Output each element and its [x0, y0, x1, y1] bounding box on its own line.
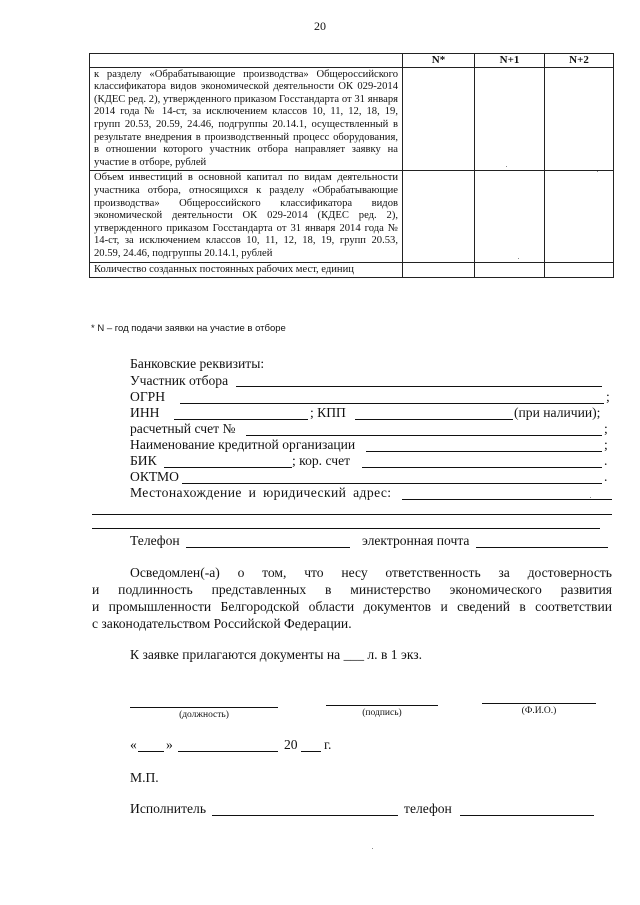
- bank-name-label: Наименование кредитной организации: [130, 437, 356, 452]
- table-row-label: Количество созданных постоянных рабочих мест, единиц: [90, 262, 403, 278]
- scan-speck: [506, 166, 507, 167]
- corr-field[interactable]: [362, 467, 602, 468]
- date-day-field[interactable]: [138, 751, 164, 752]
- table-cell: [545, 262, 614, 278]
- signature-caption: (подпись): [362, 708, 402, 718]
- inn-field[interactable]: [174, 419, 308, 420]
- phone-field[interactable]: [186, 547, 350, 548]
- executor-phone-field[interactable]: [460, 815, 594, 816]
- scan-speck: [597, 171, 598, 172]
- table-row: [90, 262, 614, 278]
- table-header-row: [90, 54, 614, 68]
- email-field[interactable]: [476, 547, 608, 548]
- table-cell: [545, 171, 614, 262]
- participant-label: Участник отбора: [130, 373, 229, 388]
- bik-field[interactable]: [164, 467, 292, 468]
- signature-line[interactable]: [326, 705, 438, 706]
- table-header-cell: [90, 54, 403, 68]
- kpp-field[interactable]: [355, 419, 513, 420]
- oktmo-label: ОКТМО: [130, 469, 179, 484]
- scan-speck: [590, 497, 591, 498]
- page-number: 20: [314, 19, 326, 33]
- declaration-line: Осведомлен(-а) о том, что несу ответственность за достоверность: [130, 565, 612, 580]
- account-label: расчетный счет №: [130, 421, 236, 436]
- participant-field[interactable]: [236, 386, 602, 387]
- executor-label: Исполнитель: [130, 801, 207, 816]
- kpp-note: (при наличии);: [514, 405, 601, 420]
- date-year-suffix: г.: [324, 737, 332, 752]
- declaration-line: и промышленности Белгородской области документов и сведений в соответствии: [92, 599, 612, 614]
- table-cell: [475, 67, 545, 171]
- table-cell: [403, 262, 475, 278]
- ogrn-label: ОГРН: [130, 389, 166, 404]
- attachments-text: К заявке прилагаются документы на ___ л. в 1 экз.: [130, 647, 423, 662]
- oktmo-field[interactable]: [182, 483, 602, 484]
- table-row-label: Объем инвестиций в основной капитал по видам деятельности участника отбора, относящихся к разделу «Обрабатывающие производства» Общероссийского классификатора видов экономической деятельности ОК 029-2014 (КДЕС ред. 2), утвержденного приказом Госстандарта от 31 января 2014 года № 14-ст, за исключением классов 10, 11, 12, 18, 19, групп 20.53, 20.59, 24.46, подгруппы 20.14.1, рублей: [90, 171, 403, 262]
- bik-label: БИК: [130, 453, 157, 468]
- table-row-label: к разделу «Обрабатывающие производства» Общероссийского классификатора видов экономической деятельности ОК 029-2014 (КДЕС ред. 2), утвержденного приказом Госстандарта от 31 января 2014 года № 14-ст, за исключением классов 10, 11, 12, 18, 19, групп 20.53, 20.59, 24.46, подгруппы 20.14.1, осуществленный в результате внедрения в производственный процесс оборудования, в отношении которого участник отбора направляет заявку на участие в отборе, рублей: [90, 67, 403, 171]
- date-month-field[interactable]: [178, 751, 278, 752]
- name-caption: (Ф.И.О.): [521, 706, 557, 716]
- address-label: Местонахождение и юридический адрес:: [130, 485, 392, 500]
- email-label: электронная почта: [362, 533, 470, 548]
- table-cell: [475, 262, 545, 278]
- executor-phone-label: телефон: [404, 801, 452, 816]
- phone-label: Телефон: [130, 533, 180, 548]
- table-cell: [545, 67, 614, 171]
- table-cell: [475, 171, 545, 262]
- address-field[interactable]: [402, 499, 612, 500]
- executor-field[interactable]: [212, 815, 398, 816]
- stamp-label: М.П.: [130, 770, 159, 785]
- date-quote-open: «: [130, 737, 137, 752]
- scan-speck: [518, 258, 519, 259]
- bank-name-field[interactable]: [366, 451, 602, 452]
- oktmo-end: .: [604, 469, 608, 484]
- position-line[interactable]: [130, 707, 278, 708]
- date-quote-close: »: [166, 737, 173, 752]
- bank-name-end: ;: [604, 437, 608, 452]
- kpp-label: ; КПП: [310, 405, 346, 420]
- declaration-line: с законодательством Российской Федерации.: [92, 616, 352, 631]
- table-header-cell: N+1: [475, 54, 545, 68]
- table-header-cell: N*: [403, 54, 475, 68]
- address-field-line2[interactable]: [92, 514, 612, 515]
- ogrn-end: ;: [606, 389, 610, 404]
- account-end: ;: [604, 421, 608, 436]
- date-year-field[interactable]: [301, 751, 321, 752]
- table-cell: [403, 67, 475, 171]
- corr-label: ; кор. счет: [292, 453, 351, 468]
- table-row: [90, 171, 614, 262]
- bank-heading: Банковские реквизиты:: [130, 356, 265, 371]
- declaration-paragraph: [92, 564, 612, 632]
- date-year-prefix: 20: [284, 737, 298, 752]
- scan-speck: [372, 848, 373, 849]
- ogrn-field[interactable]: [180, 403, 604, 404]
- position-caption: (должность): [179, 710, 229, 720]
- declaration-line: и подлинность представленных в министерство экономического развития: [92, 582, 612, 597]
- inn-label: ИНН: [130, 405, 160, 420]
- footnote: * N – год подачи заявки на участие в отборе: [91, 323, 286, 334]
- table-header-cell: N+2: [545, 54, 614, 68]
- corr-end: .: [604, 453, 608, 468]
- table-row: [90, 67, 614, 171]
- indicators-table: [89, 53, 614, 278]
- table-cell: [403, 171, 475, 262]
- name-line[interactable]: [482, 703, 596, 704]
- address-field-line3[interactable]: [92, 528, 600, 529]
- account-field[interactable]: [246, 435, 602, 436]
